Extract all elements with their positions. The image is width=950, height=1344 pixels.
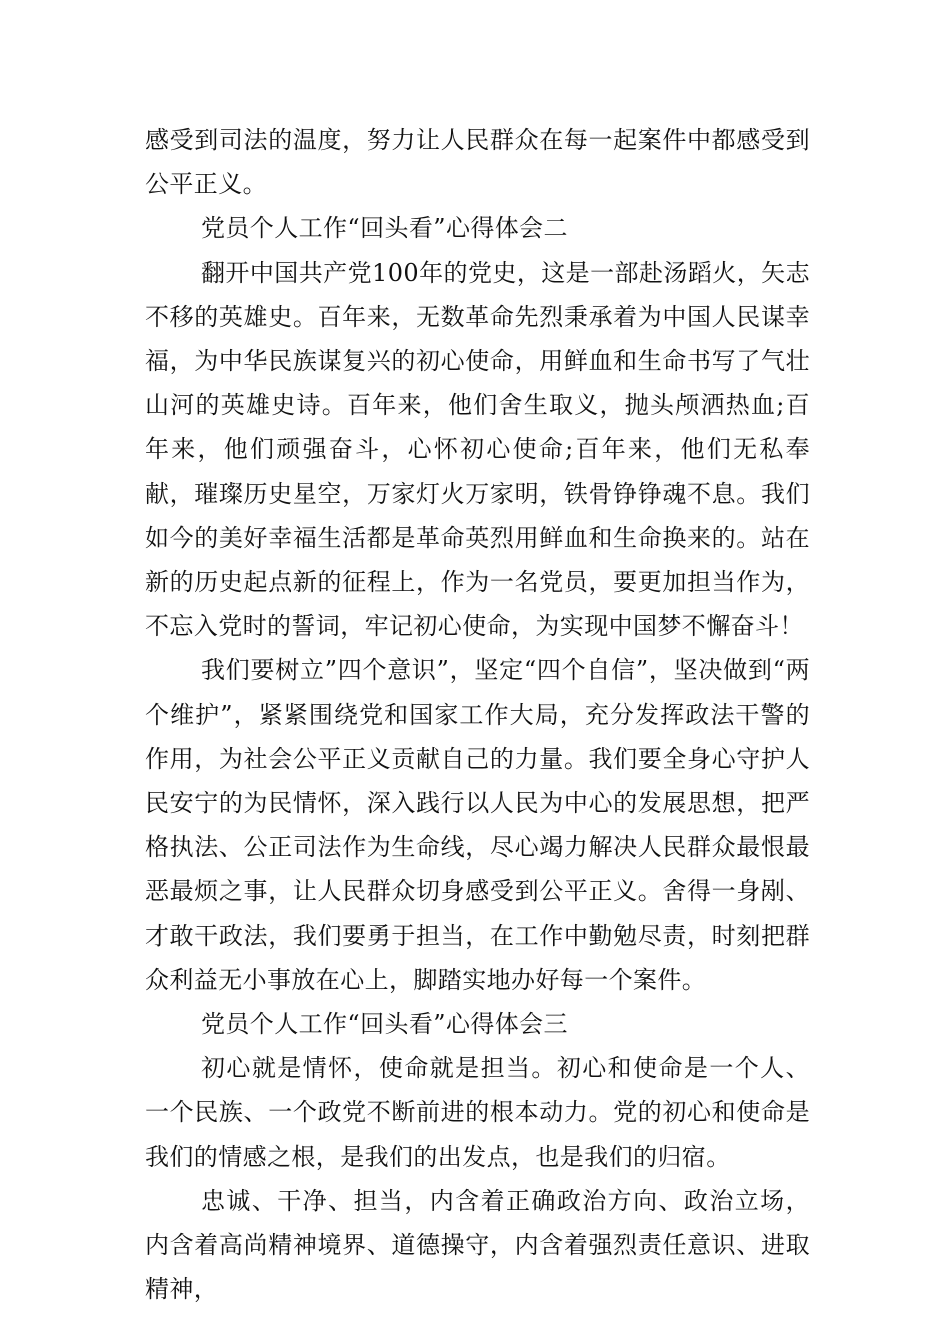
section-heading-2: 党员个人工作“回头看”心得体会二 — [201, 214, 568, 243]
paragraph: 初心就是情怀，使命就是担当。初心和使命是一个人、一个民族、一个政党不断前进的根本动力。党的初心和使命是我们的情感之根，是我们的出发点，也是我们的归宿。 — [145, 1054, 810, 1171]
paragraph-continuation: 感受到司法的温度，努力让人民群众在每一起案件中都感受到公平正义。 — [145, 126, 810, 199]
paragraph: 我们要树立”四个意识”，坚定“四个自信”，坚决做到“两个维护”，紧紧围绕党和国家工作大局，充分发挥政法干警的作用，为社会公平正义贡献自己的力量。我们要全身心守护人民安宁的为民情怀，深入践行以人民为中心的发展思想，把严格执法、公正司法作为生命线，尽心竭力解决人民群众最恨最恶最烦之事，让人民群众切身感受到公平正义。舍得一身剐、才敢干政法，我们要勇于担当，在工作中勤勉尽责，时刻把群众利益无小事放在心上，脚踏实地办好每一个案件。 — [145, 656, 810, 994]
section-heading-3: 党员个人工作“回头看”心得体会三 — [201, 1010, 568, 1039]
paragraph: 翻开中国共产党100年的党史，这是一部赴汤蹈火，矢志不移的英雄史。百年来，无数革命先烈秉承着为中国人民谋幸福，为中华民族谋复兴的初心使命，用鲜血和生命书写了气壮山河的英雄史诗。百年来，他们舍生取义，抛头颅洒热血;百年来，他们顽强奋斗，心怀初心使命;百年来，他们无私奉献，璀璨历史星空，万家灯火万家明，铁骨铮铮魂不息。我们如今的美好幸福生活都是革命英烈用鲜血和生命换来的。站在新的历史起点新的征程上，作为一名党员，要更加担当作为，不忘入党时的誓词，牢记初心使命，为实现中国梦不懈奋斗！ — [145, 258, 810, 641]
paragraph: 忠诚、干净、担当，内含着正确政治方向、政治立场，内含着高尚精神境界、道德操守，内含着强烈责任意识、进取精神， — [145, 1186, 810, 1304]
document-body — [145, 118, 810, 1311]
